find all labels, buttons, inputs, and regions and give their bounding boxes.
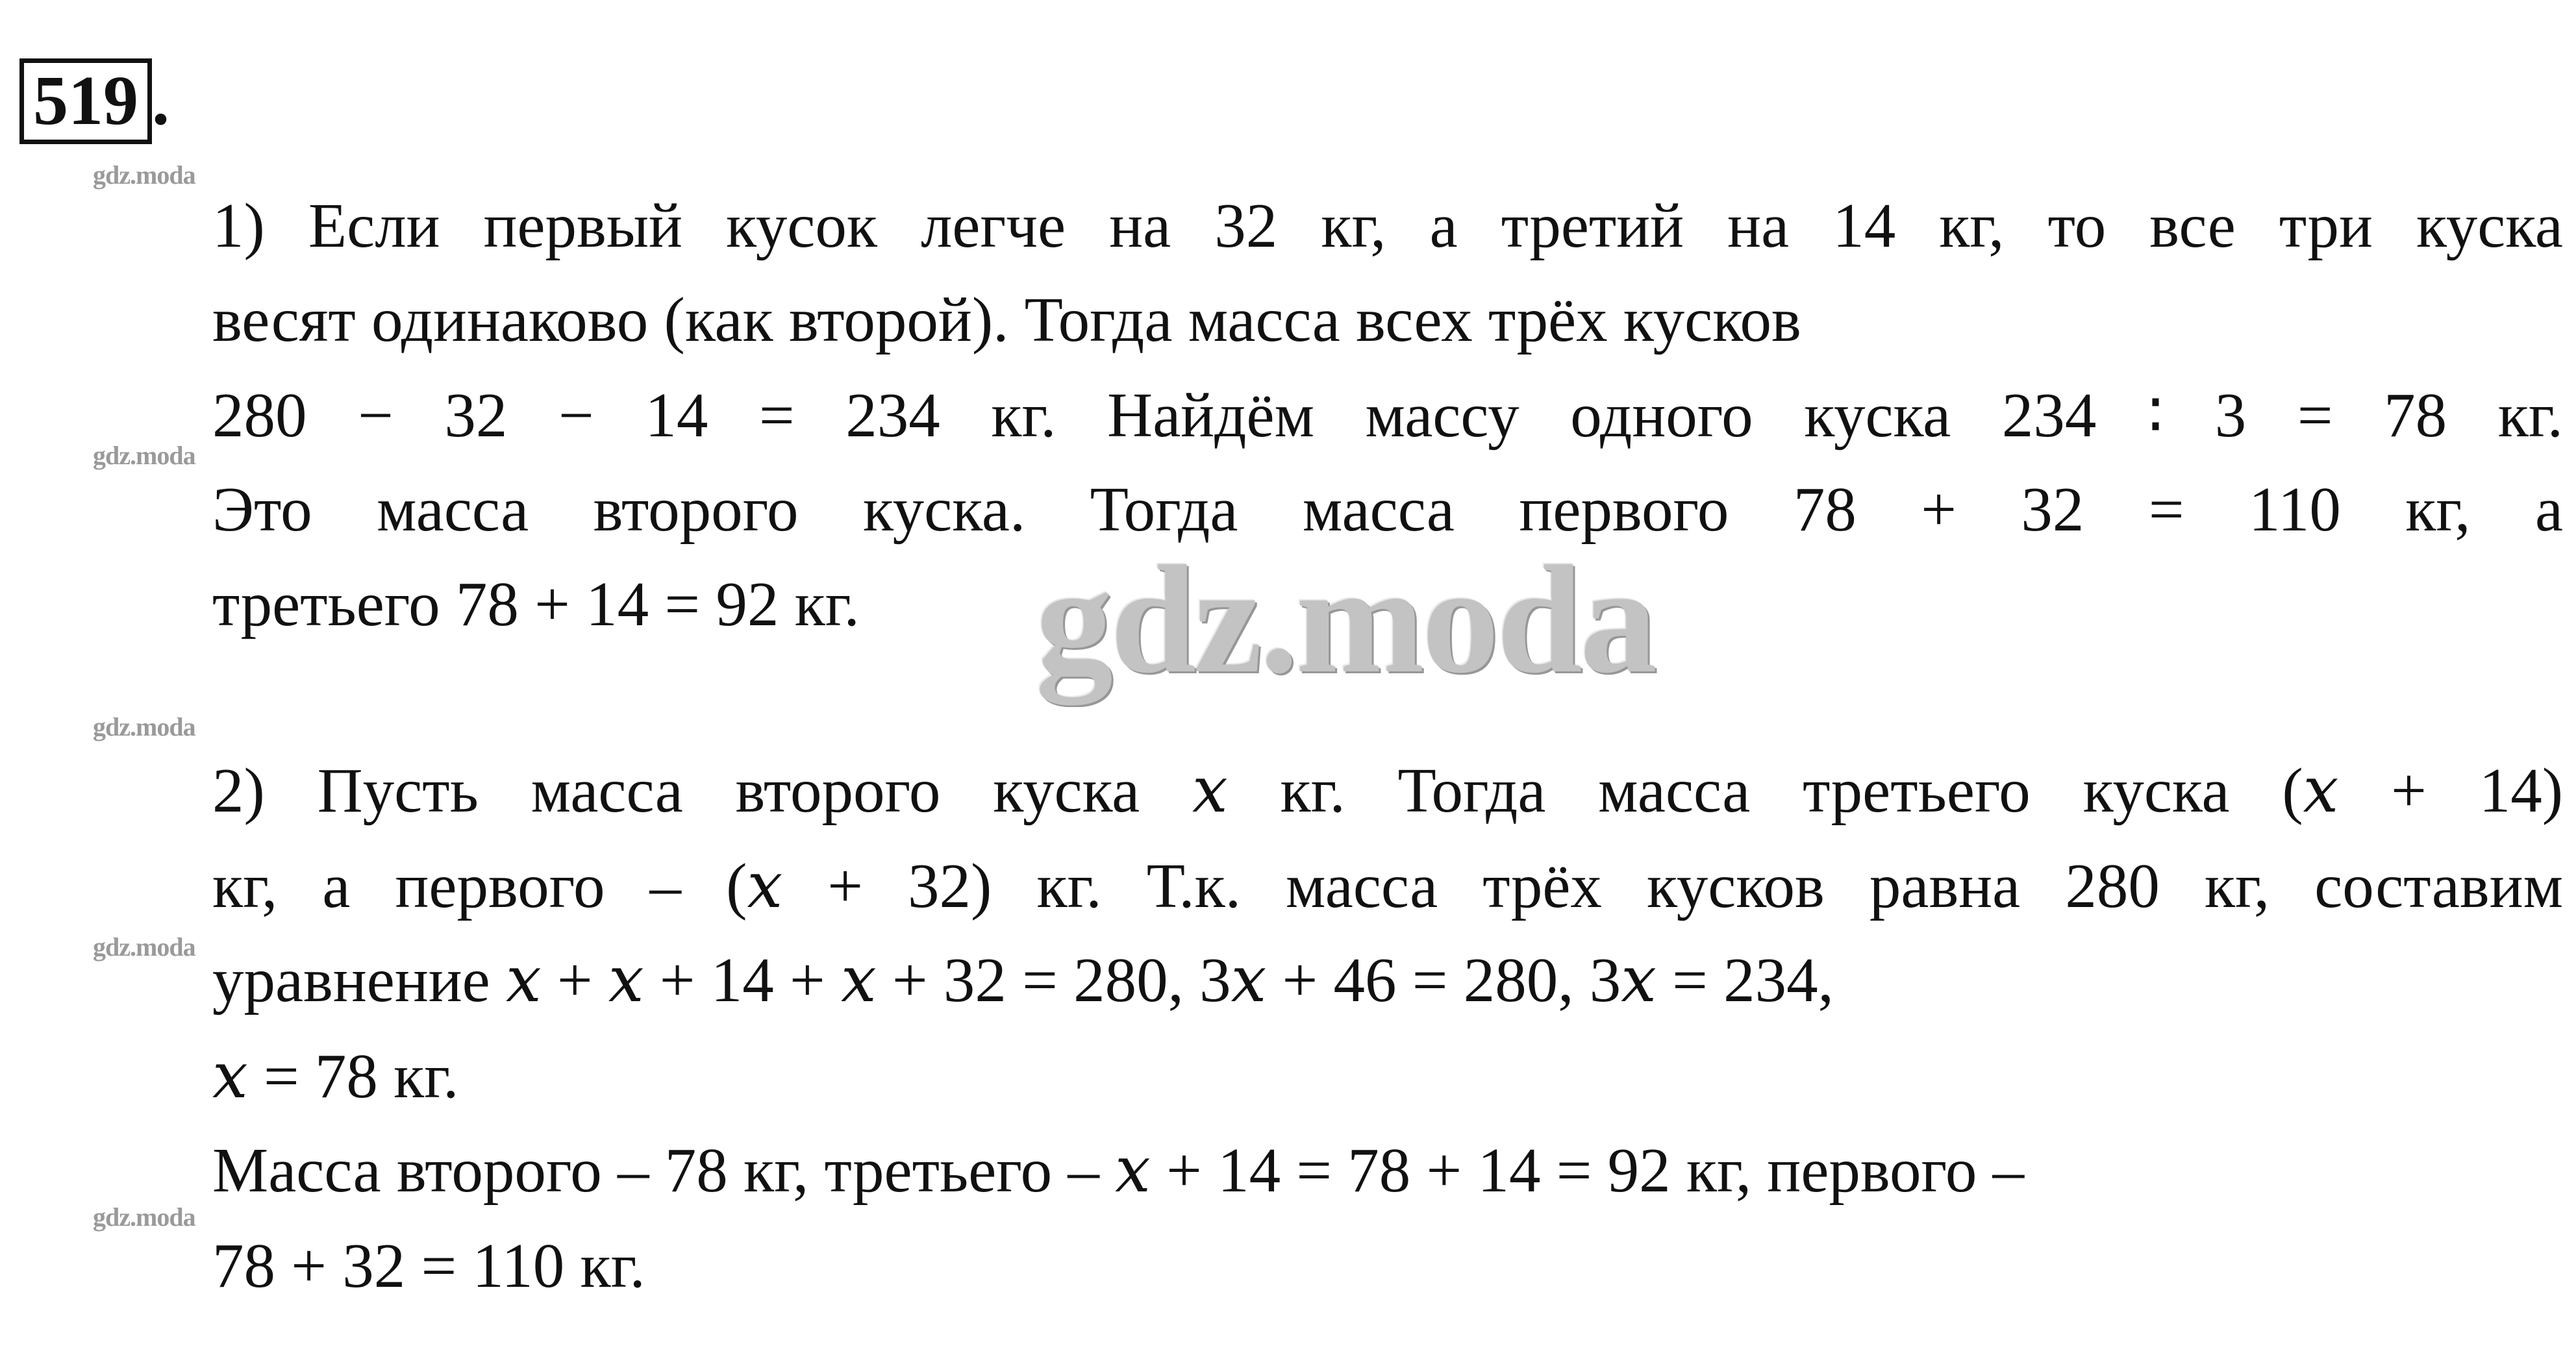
part1-line-2: весят одинаково (как второй). Тогда масса всех трёх кусков — [212, 285, 1801, 354]
watermark-small: gdz.moda — [93, 441, 195, 470]
part1-line-5: третьего 78 + 14 = 92 кг. — [212, 569, 860, 639]
part2-line-6: 78 + 32 = 110 кг. — [212, 1231, 645, 1300]
part2-line-2: кг, а первого – (𝑥 + 32) кг. Т.к. масса трёх кусков равна 280 кг, составим — [212, 851, 2563, 921]
watermark-small: gdz.moda — [93, 712, 195, 741]
part1-line-1: 1) Если первый кусок легче на 32 кг, а третий на 14 кг, то все три куска — [212, 191, 2563, 260]
part2-line-3: уравнение 𝑥 + 𝑥 + 14 + 𝑥 + 32 = 280, 3𝑥 + 46 = 280, 3𝑥 = 234, — [212, 945, 1834, 1015]
watermark-small: gdz.moda — [93, 1202, 195, 1232]
problem-number-box: 519 — [19, 58, 152, 144]
watermark-small: gdz.moda — [93, 932, 195, 962]
part2-line-5: Масса второго – 78 кг, третьего – 𝑥 + 14 = 78 + 14 = 92 кг, первого – — [212, 1136, 2025, 1205]
watermark-small: gdz.moda — [93, 160, 195, 190]
problem-number-dot: . — [152, 62, 169, 140]
part2-line-1: 2) Пусть масса второго куска 𝑥 кг. Тогда масса третьего куска (𝑥 + 14) — [212, 756, 2563, 825]
part2-line-4: 𝑥 = 78 кг. — [212, 1041, 459, 1111]
problem-number — [19, 58, 169, 140]
part1-line-4: Это масса второго куска. Тогда масса первого 78 + 32 = 110 кг, а — [212, 475, 2563, 544]
watermark-large: gdz.moda — [1036, 534, 1655, 705]
part1-line-3: 280 − 32 − 14 = 234 кг. Найдём массу одного куска 234 ∶ 3 = 78 кг. — [212, 380, 2563, 450]
